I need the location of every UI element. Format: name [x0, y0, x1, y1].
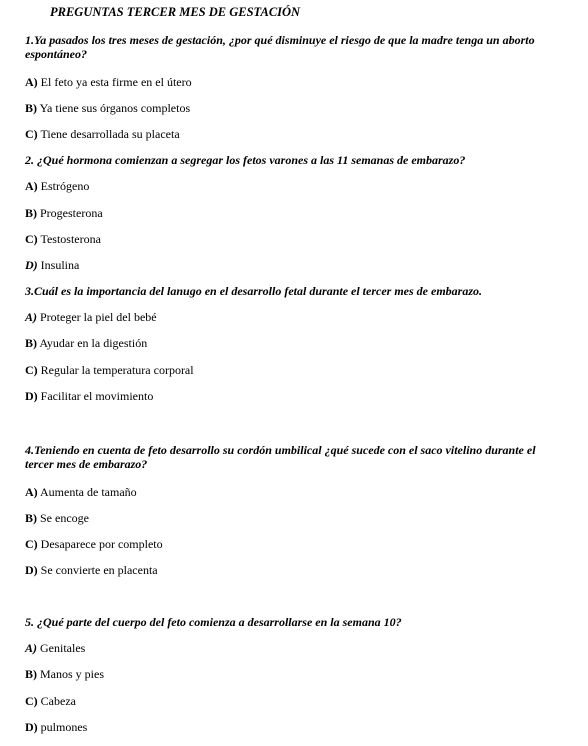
option-letter: C) [25, 127, 38, 141]
option-letter: A) [25, 310, 37, 324]
option-text: Tiene desarrollada su placeta [40, 127, 180, 141]
question-2-option-d [25, 258, 79, 272]
option-text: Regular la temperatura corporal [40, 363, 194, 377]
option-text: Se encoge [40, 511, 89, 525]
question-2-option-c [25, 232, 101, 246]
question-3-text: 3.Cuál es la importancia del lanugo en el desarrollo fetal durante el tercer mes de embarazo. [25, 284, 482, 298]
option-text: Facilitar el movimiento [40, 389, 154, 403]
question-1-text: 1.Ya pasados los tres meses de gestación, ¿por qué disminuye el riesgo de que la madre tenga un aborto espontáneo? [25, 33, 535, 61]
option-letter: B) [25, 101, 37, 115]
option-text: Manos y pies [40, 667, 104, 681]
question-2-text: 2. ¿Qué hormona comienzan a segregar los fetos varones a las 11 semanas de embarazo? [25, 153, 466, 167]
question-4-option-d [25, 563, 158, 577]
option-text: Ayudar en la digestión [39, 336, 148, 350]
question-5-text: 5. ¿Qué parte del cuerpo del feto comienza a desarrollarse en la semana 10? [25, 615, 402, 629]
option-letter: B) [25, 206, 37, 220]
option-text: Aumenta de tamaño [40, 485, 137, 499]
option-letter: D) [25, 563, 38, 577]
option-letter: A) [25, 485, 38, 499]
option-text: El feto ya esta firme en el útero [40, 75, 192, 89]
question-2-option-b [25, 206, 103, 220]
question-4-text: 4.Teniendo en cuenta de feto desarrollo su cordón umbilical ¿qué sucede con el saco vitelino durante el tercer mes de embarazo? [25, 443, 536, 471]
option-letter: C) [25, 537, 38, 551]
option-text: Proteger la piel del bebé [40, 310, 157, 324]
option-text: Genitales [40, 641, 86, 655]
question-5-option-d [25, 720, 87, 734]
option-text: Cabeza [40, 694, 76, 708]
question-3-option-c [25, 363, 194, 377]
option-letter: A) [25, 641, 37, 655]
option-letter: A) [25, 179, 38, 193]
question-4-option-b [25, 511, 89, 525]
option-text: Testosterona [40, 232, 101, 246]
question-1-option-b [25, 101, 190, 115]
option-letter: D) [25, 720, 38, 734]
question-4-option-c [25, 537, 163, 551]
option-letter: B) [25, 336, 37, 350]
question-2-option-a [25, 179, 89, 193]
option-text: Ya tiene sus órganos completos [39, 101, 191, 115]
option-letter: D) [25, 389, 38, 403]
option-letter: C) [25, 232, 38, 246]
option-text: Se convierte en placenta [40, 563, 158, 577]
option-letter: D) [25, 258, 38, 272]
option-text: Desaparece por completo [40, 537, 163, 551]
question-4-option-a [25, 485, 137, 499]
question-3-option-d [25, 389, 153, 403]
question-5-option-a [25, 641, 85, 655]
option-letter: A) [25, 75, 38, 89]
option-letter: B) [25, 667, 37, 681]
option-letter: B) [25, 511, 37, 525]
page-title: PREGUNTAS TERCER MES DE GESTACIÓN [50, 5, 301, 19]
question-1-option-a [25, 75, 192, 89]
question-1-option-c [25, 127, 180, 141]
option-text: Progesterona [40, 206, 103, 220]
question-5-option-c [25, 694, 76, 708]
option-letter: C) [25, 694, 38, 708]
option-text: Estrógeno [40, 179, 90, 193]
option-text: Insulina [40, 258, 80, 272]
question-3-option-b [25, 336, 147, 350]
question-3-option-a [25, 310, 157, 324]
option-text: pulmones [40, 720, 88, 734]
option-letter: C) [25, 363, 38, 377]
question-5-option-b [25, 667, 104, 681]
